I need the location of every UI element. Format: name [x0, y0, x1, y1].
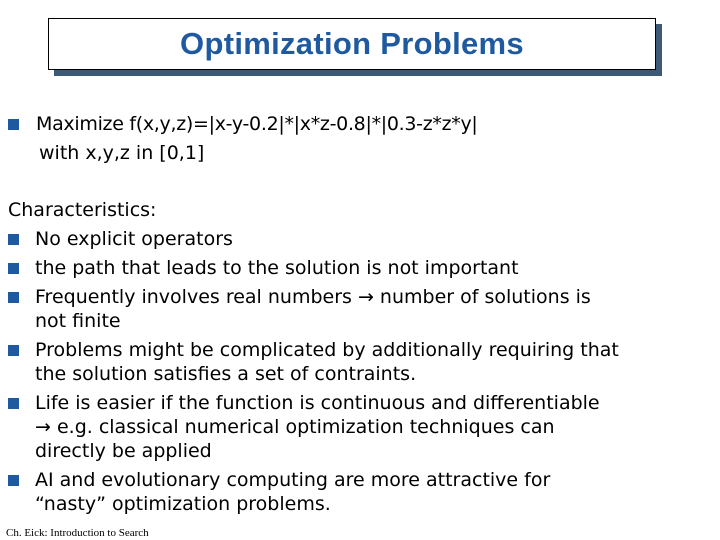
square-bullet-icon	[8, 234, 19, 245]
list-item-line: AI and evolutionary computing are more attractive for	[35, 469, 551, 491]
problem-line-2: with x,y,z in [0,1]	[39, 142, 205, 164]
square-bullet-icon	[8, 263, 19, 274]
problem-line-1: Maximize f(x,y,z)=|x-y-0.2|*|x*z-0.8|*|0.3-z*z*y|	[36, 113, 478, 135]
list-item-line: Frequently involves real numbers → number of solutions is	[35, 286, 591, 308]
list-item-line: not finite	[35, 310, 121, 332]
list-item-line: Problems might be complicated by additionally requiring that	[35, 339, 619, 361]
list-item-line: No explicit operators	[35, 228, 233, 250]
list-item-line: the path that leads to the solution is not important	[35, 257, 519, 279]
slide-title: Optimization Problems	[180, 26, 524, 61]
square-bullet-icon	[8, 292, 19, 303]
square-bullet-icon	[8, 345, 19, 356]
list-item-line: Life is easier if the function is continuous and differentiable	[35, 392, 600, 414]
footer-text: Ch. Eick: Introduction to Search	[6, 527, 149, 539]
square-bullet-icon	[8, 475, 19, 486]
square-bullet-icon	[8, 398, 19, 409]
list-item-line: directly be applied	[35, 440, 212, 462]
list-item-line: the solution satisfies a set of contraints.	[35, 363, 417, 385]
characteristics-heading: Characteristics:	[8, 199, 157, 221]
list-item-line: “nasty” optimization problems.	[35, 493, 331, 515]
square-bullet-icon	[8, 119, 19, 130]
list-item-line: → e.g. classical numerical optimization techniques can	[35, 416, 555, 438]
title-box	[48, 18, 656, 70]
